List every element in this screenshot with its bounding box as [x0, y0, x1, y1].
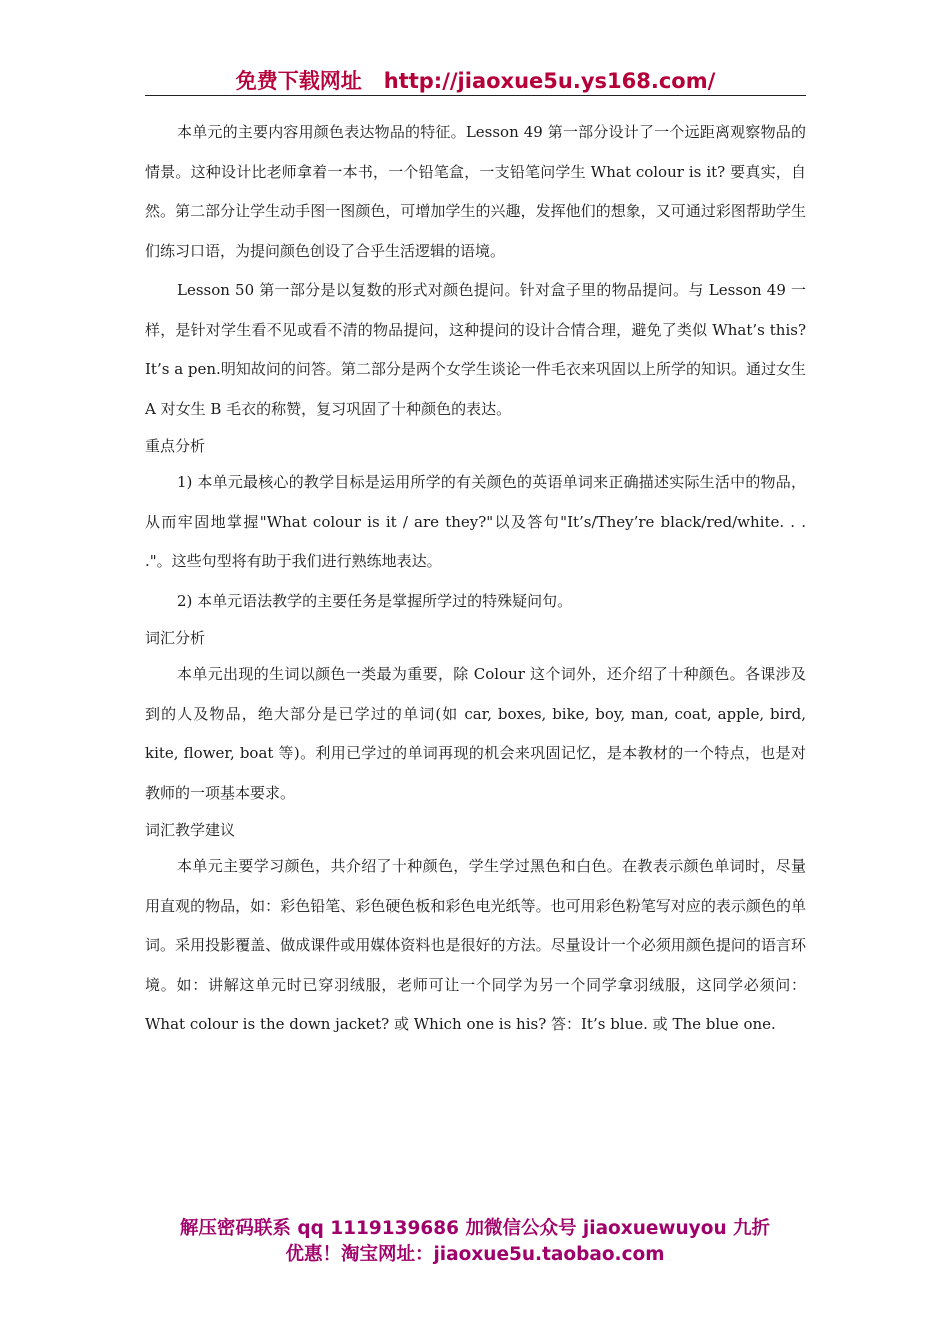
- header-title: 免费下载网址: [235, 69, 362, 93]
- paragraph-intro: 本单元的主要内容用颜色表达物品的特征。Lesson 49 第一部分设计了一个远距离观察物品的情景。这种设计比老师拿着一本书，一个铅笔盒，一支铅笔问学生 What colour is it? 要真实，自然。第二部分让学生动手图一图颜色，可增加学生的兴趣，发挥他们的想象，又可通过彩图帮助学生们练习口语，为提问颜色创设了合乎生活逻辑的语境。: [145, 123, 806, 260]
- document-body: [145, 113, 806, 1045]
- page-footer: [140, 1216, 810, 1268]
- footer-contact-line: 解压密码联系 qq 1119139686 加微信公众号 jiaoxuewuyou 九折: [179, 1218, 771, 1239]
- paragraph-key-point-1: 1) 本单元最核心的教学目标是运用所学的有关颜色的英语单词来正确描述实际生活中的物品，从而牢固地掌握"What colour is it / are they?"以及答句"It’s/They’re black/red/white. . . ."。这些句型将有助于我们进行熟练地表达。: [145, 473, 806, 570]
- header-divider: [145, 95, 806, 96]
- paragraph-key-point-2: 2) 本单元语法教学的主要任务是掌握所学过的特殊疑问句。: [177, 591, 573, 610]
- header-url-link[interactable]: http://jiaoxue5u.ys168.com/: [383, 69, 716, 93]
- paragraph-lesson-50: Lesson 50 第一部分是以复数的形式对颜色提问。针对盒子里的物品提问。与 Lesson 49 一样，是针对学生看不见或看不清的物品提问，这种提问的设计合情合理，避免了类似 What’s this? It’s a pen.明知故问的问答。第二部分是两个女学生谈论一件毛衣来巩固以上所学的知识。通过女生 A 对女生 B 毛衣的称赞，复习巩固了十种颜色的表达。: [145, 281, 806, 418]
- paragraph-vocabulary: 本单元出现的生词以颜色一类最为重要，除 Colour 这个词外，还介绍了十种颜色。各课涉及到的人及物品，绝大部分是已学过的单词(如 car, boxes, bike, boy, man, coat, apple, bird, kite, flower, boat 等)。利用已学过的单词再现的机会来巩固记忆，是本教材的一个特点，也是对教师的一项基本要求。: [145, 665, 806, 802]
- footer-shop-link[interactable]: 优惠！淘宝网址：jiaoxue5u.taobao.com: [285, 1244, 665, 1265]
- paragraph-teaching-tips: 本单元主要学习颜色，共介绍了十种颜色，学生学过黑色和白色。在教表示颜色单词时，尽量用直观的物品，如：彩色铅笔、彩色硬色板和彩色电光纸等。也可用彩色粉笔写对应的表示颜色的单词。采用投影覆盖、做成课件或用媒体资料也是很好的方法。尽量设计一个必须用颜色提问的语言环境。如：讲解这单元时已穿羽绒服，老师可让一个同学为另一个同学拿羽绒服，这同学必须问：What colour is the down jacket? 或 Which one is his? 答：It’s blue. 或 The blue one.: [145, 857, 806, 1033]
- page-header: [145, 66, 806, 96]
- section-heading-teaching-tips: 词汇教学建议: [145, 821, 236, 839]
- section-heading-key-points: 重点分析: [145, 437, 206, 455]
- section-heading-vocabulary: 词汇分析: [145, 629, 206, 647]
